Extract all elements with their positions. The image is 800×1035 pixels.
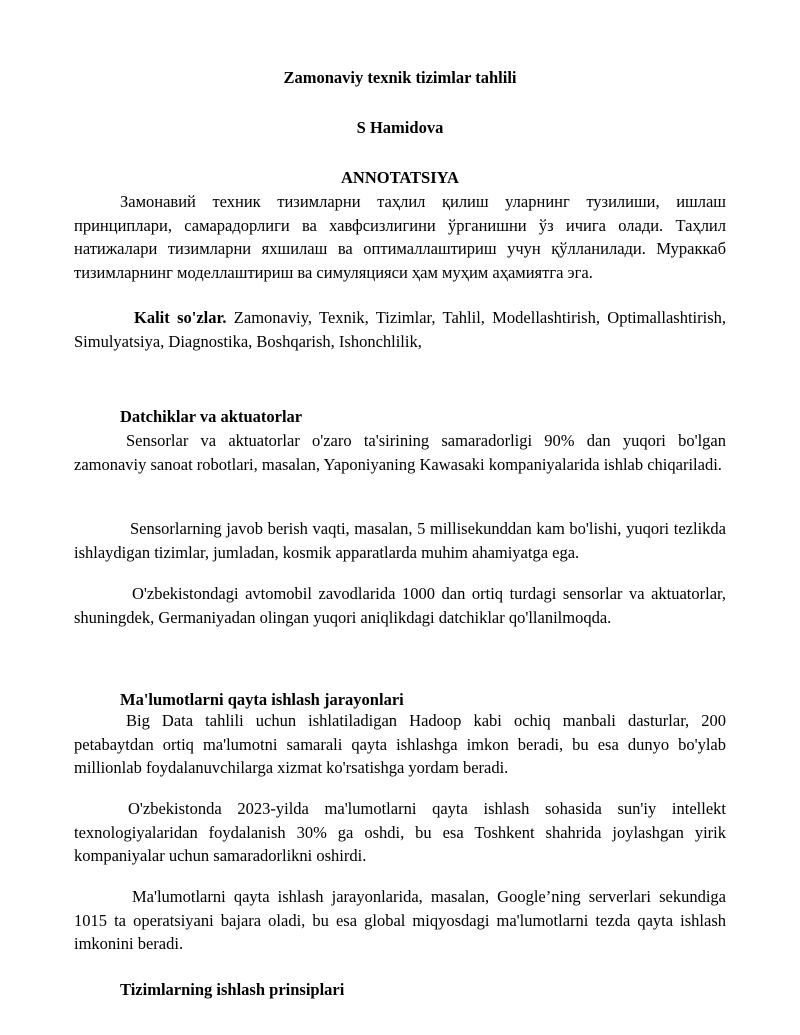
section-heading-data-processing: Ma'lumotlarni qayta ishlash jarayonlari <box>120 690 404 709</box>
annotation-paragraph: Замонавий техник тизимларни таҳлил қилиш уларнинг тузилиши, ишлаш принциплари, самарадорлиги ва хавфсизлигини ўрганишни ўз ичига олади. Таҳлил натижалари тизимларни яхшилаш ва оптималлаштириш учун қўлланилади. Мураккаб тизимларнинг моделлаштириш ва симуляцияси ҳам муҳим аҳамиятга эга. <box>74 192 726 282</box>
paragraph: O'zbekistonda 2023-yilda ma'lumotlarni qayta ishlash sohasida sun'iy intellekt texnologiyalaridan foydalanish 30% ga oshdi, bu esa Toshkent shahrida joylashgan yirik kompaniyalar uchun samaradorlikni oshirdi. <box>74 799 726 865</box>
paragraph: Sensorlarning javob berish vaqti, masalan, 5 millisekunddan kam bo'lishi, yuqori tezlikda ishlaydigan tizimlar, jumladan, kosmik apparatlarda muhim ahamiyatga ega. <box>74 519 726 562</box>
annotation-heading: ANNOTATSIYA <box>341 168 459 187</box>
section-heading-principles: Tizimlarning ishlash prinsiplari <box>120 980 345 999</box>
keywords-paragraph <box>74 306 726 353</box>
paragraph: Ma'lumotlarni qayta ishlash jarayonlarida, masalan, Google’ning serverlari sekundiga 1015 ta operatsiyani bajara oladi, bu esa global miqyosdagi ma'lumotlarni tezda qayta ishlash imkonini beradi. <box>74 887 726 953</box>
paragraph: O'zbekistondagi avtomobil zavodlarida 1000 dan ortiq turdagi sensorlar va aktuatorlar, shuningdek, Germaniyadan olingan yuqori aniqlikdagi datchiklar qo'llanilmoqda. <box>74 584 726 627</box>
paper-title: Zamonaviy texnik tizimlar tahlili <box>283 68 517 87</box>
paragraph: Sensorlar va aktuatorlar o'zaro ta'sirining samaradorligi 90% dan yuqori bo'lgan zamonaviy sanoat robotlari, masalan, Yaponiyaning Kawasaki kompaniyalarida ishlab chiqariladi. <box>74 431 726 474</box>
keywords-text: Zamonaviy, Texnik, Tizimlar, Tahlil, Modellashtirish, Optimallashtirish, Simulyatsiya, Diagnostika, Boshqarish, Ishonchlilik, <box>74 308 726 351</box>
author-name: S Hamidova <box>356 118 444 137</box>
paragraph: Big Data tahlili uchun ishlatiladigan Hadoop kabi ochiq manbali dasturlar, 200 petabaytdan ortiq ma'lumotni samarali qayta ishlashga imkon beradi, bu esa dunyo bo'ylab millionlab foydalanuvchilarga xizmat ko'rsatishga yordam beradi. <box>74 711 726 777</box>
keywords-label: Kalit so'zlar. <box>134 308 227 327</box>
section-heading-sensors: Datchiklar va aktuatorlar <box>120 407 303 426</box>
